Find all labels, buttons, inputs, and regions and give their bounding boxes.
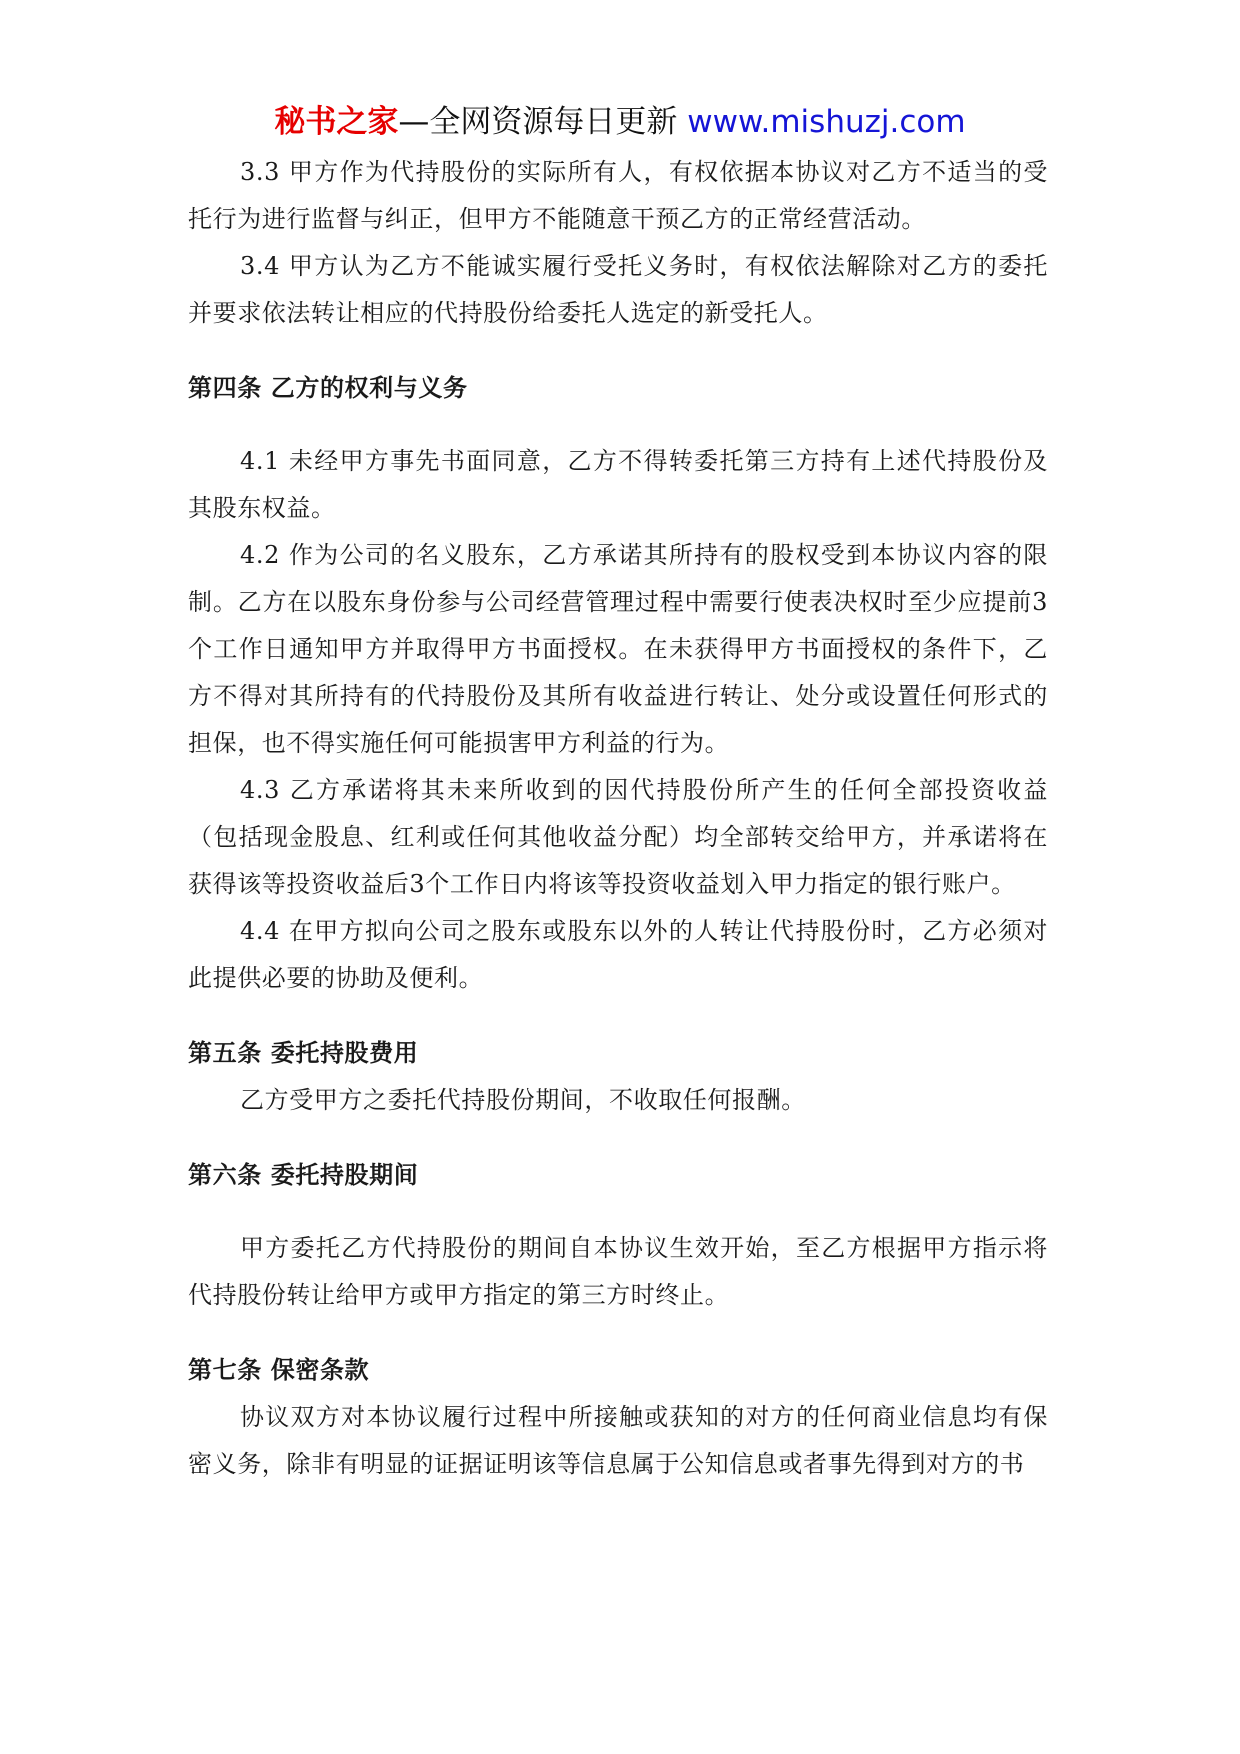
brand-name: 秘书之家	[274, 104, 399, 140]
clause-4-4: 4.4 在甲方拟向公司之股东或股东以外的人转让代持股份时，乙方必须对此提供必要的协助及便利。	[188, 917, 1048, 992]
document-body	[188, 149, 1048, 1488]
clause-4-1: 4.1 未经甲方事先书面同意，乙方不得转委托第三方持有上述代持股份及其股东权益。	[188, 447, 1048, 522]
clause-3-4: 3.4 甲方认为乙方不能诚实履行受托义务时，有权依法解除对乙方的委托并要求依法转让相应的代持股份给委托人选定的新受托人。	[188, 252, 1048, 327]
clause-3-3: 3.3 甲方作为代持股份的实际所有人，有权依据本协议对乙方不适当的受托行为进行监督与纠正，但甲方不能随意干预乙方的正常经营活动。	[188, 158, 1048, 233]
clause-6: 甲方委托乙方代持股份的期间自本协议生效开始，至乙方根据甲方指示将代持股份转让给甲方或甲方指定的第三方时终止。	[188, 1234, 1048, 1309]
clause-4-2: 4.2 作为公司的名义股东，乙方承诺其所持有的股权受到本协议内容的限制。乙方在以股东身份参与公司经营管理过程中需要行使表决权时至少应提前3个工作日通知甲方并取得甲方书面授权。在未获得甲方书面授权的条件下，乙方不得对其所持有的代持股份及其所有收益进行转让、处分或设置任何形式的担保，也不得实施任何可能损害甲方利益的行为。	[188, 541, 1048, 757]
article-7-heading: 第七条 保密条款	[188, 1356, 370, 1384]
article-6-heading: 第六条 委托持股期间	[188, 1161, 419, 1189]
site-banner	[0, 100, 1240, 144]
clause-7: 协议双方对本协议履行过程中所接触或获知的对方的任何商业信息均有保密义务，除非有明显的证据证明该等信息属于公知信息或者事先得到对方的书	[188, 1403, 1048, 1478]
banner-slogan: —全网资源每日更新	[398, 104, 688, 140]
article-4-heading: 第四条 乙方的权利与义务	[188, 374, 468, 402]
site-url-link[interactable]: www.mishuzj.com	[687, 104, 966, 140]
clause-5: 乙方受甲方之委托代持股份期间，不收取任何报酬。	[240, 1086, 806, 1114]
article-5-heading: 第五条 委托持股费用	[188, 1039, 419, 1067]
clause-4-3: 4.3 乙方承诺将其未来所收到的因代持股份所产生的任何全部投资收益（包括现金股息、红利或任何其他收益分配）均全部转交给甲方，并承诺将在获得该等投资收益后3个工作日内将该等投资收益划入甲力指定的银行账户。	[188, 776, 1048, 898]
